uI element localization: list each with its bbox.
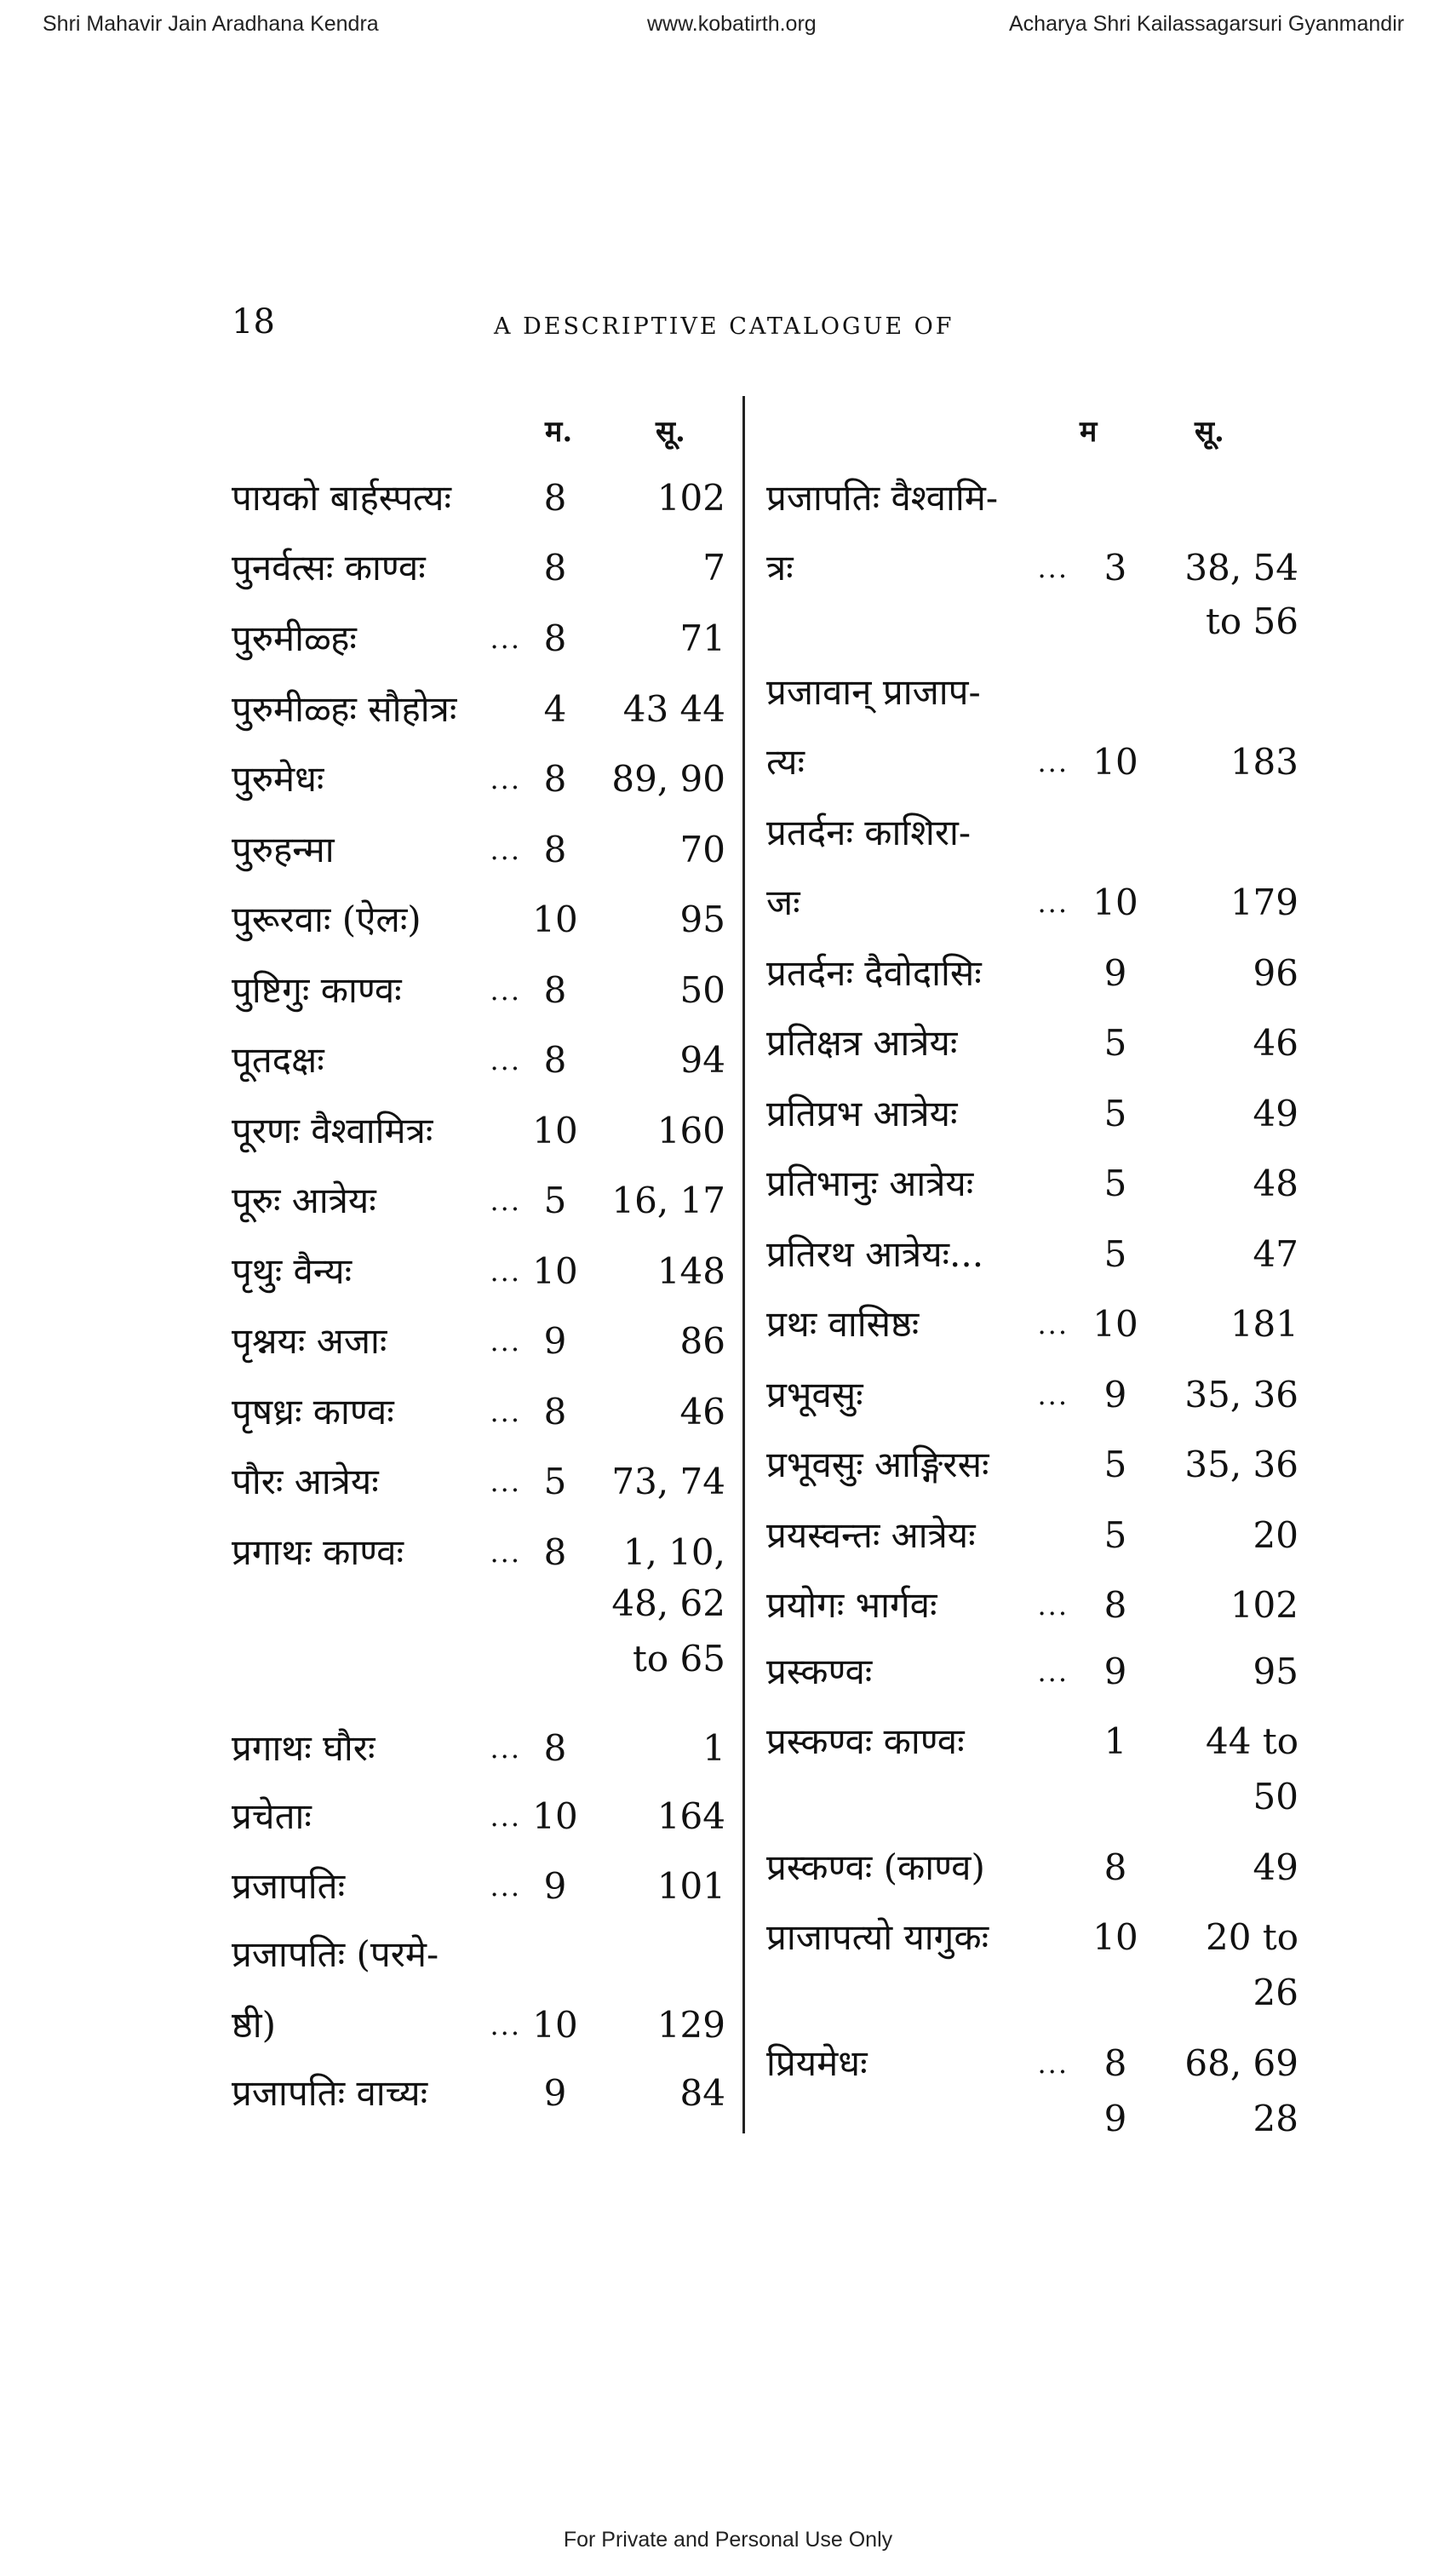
entry-mandala: 10 — [532, 1250, 578, 1292]
entry-dots: ... — [490, 1466, 521, 1498]
entry-name: पृश्नयः अजाः — [232, 1320, 387, 1362]
entry-dots: ... — [490, 1396, 521, 1428]
entry-mandala: 9 — [543, 1320, 567, 1362]
left-entry-row — [232, 824, 725, 876]
left-entry-row — [232, 1246, 725, 1297]
entry-name: जः — [766, 881, 800, 923]
right-entry-row — [766, 1842, 1303, 1893]
entry-name: त्रः — [766, 547, 794, 589]
entry-mandala: 5 — [1103, 1444, 1127, 1485]
entry-mandala: 8 — [543, 758, 567, 800]
entry-mandala: 1 — [1103, 1720, 1127, 1762]
page-title: A DESCRIPTIVE CATALOGUE OF — [494, 313, 954, 340]
entry-sukta: 73, 74 — [611, 1461, 725, 1502]
entry-name: पुरुमेधः — [232, 758, 324, 800]
entry-name: पुनर्वत्सः काण्वः — [232, 547, 426, 589]
right-entry-row — [766, 2038, 1303, 2089]
entry-name: पूरुः आत्रेयः — [232, 1180, 376, 1221]
entry-mandala: 8 — [1103, 1584, 1127, 1626]
right-entry-row — [766, 1439, 1303, 1490]
entry-sukta: 7 — [702, 547, 725, 589]
entry-sukta: 179 — [1230, 881, 1298, 923]
entry-name: प्रजावान् प्राजाप- — [766, 671, 981, 713]
entry-mandala: 9 — [1103, 1651, 1127, 1692]
entry-sukta: 50 — [679, 969, 725, 1011]
entry-mandala: 8 — [543, 477, 567, 519]
entry-name: पुरुमीळ्हः — [232, 617, 357, 659]
entry-name: पृथुः वैन्यः — [232, 1250, 353, 1292]
left-entry-row — [232, 1578, 725, 1629]
entry-sukta: 38, 54 — [1184, 547, 1298, 589]
left-entry-row — [232, 543, 725, 594]
right-entry-row — [766, 1912, 1303, 1963]
page-number: 18 — [232, 302, 275, 342]
left-entry-row — [232, 1861, 725, 1912]
entry-mandala: 10 — [532, 1795, 578, 1837]
right-entry-row — [766, 1158, 1303, 1209]
entry-dots: ... — [1037, 1308, 1069, 1341]
left-entry-row — [232, 473, 725, 524]
entry-sukta: 68, 69 — [1184, 2042, 1298, 2084]
entry-dots: ... — [490, 1185, 521, 1217]
entry-sukta: 46 — [1253, 1022, 1298, 1064]
right-entry-row — [766, 877, 1303, 928]
entry-sukta: 96 — [1253, 952, 1298, 994]
entry-sukta: 94 — [679, 1039, 725, 1081]
entry-sukta: 86 — [679, 1320, 725, 1362]
left-head-sukta: सू. — [656, 415, 685, 449]
left-entry-row — [232, 1105, 725, 1157]
entry-mandala: 8 — [543, 1039, 567, 1081]
entry-dots: ... — [490, 1325, 521, 1358]
entry-dots: ... — [490, 763, 521, 795]
entry-sukta: 95 — [679, 899, 725, 940]
right-entry-row — [766, 1580, 1303, 1631]
entry-sukta: 89, 90 — [611, 758, 725, 800]
entry-dots: ... — [490, 1255, 521, 1288]
entry-dots: ... — [1037, 2047, 1069, 2080]
entry-mandala: 9 — [543, 1865, 567, 1907]
entry-dots: ... — [1037, 1379, 1069, 1411]
left-entry-row — [232, 1633, 725, 1685]
left-head-mandala: म. — [545, 415, 573, 449]
entry-mandala: 8 — [543, 969, 567, 1011]
entry-mandala: 8 — [543, 1727, 567, 1769]
entry-sukta: 35, 36 — [1184, 1444, 1298, 1485]
left-entry-row — [232, 1387, 725, 1438]
entry-dots: ... — [490, 974, 521, 1007]
entry-name: प्रजापतिः वाच्यः — [232, 2072, 428, 2114]
entry-mandala: 5 — [1103, 1163, 1127, 1204]
header-left: Shri Mahavir Jain Aradhana Kendra — [43, 12, 379, 36]
entry-name: प्रभूवसुः — [766, 1374, 863, 1415]
entry-name: प्रयस्वन्तः आत्रेयः — [766, 1514, 976, 1556]
entry-mandala: 9 — [1103, 2098, 1127, 2139]
entry-mandala: 10 — [532, 2004, 578, 2046]
entry-name: पायको बार्हस्पत्यः — [232, 477, 451, 519]
entry-mandala: 3 — [1103, 547, 1127, 589]
left-entry-row — [232, 2000, 725, 2051]
right-entry-row — [766, 1299, 1303, 1350]
entry-name: त्यः — [766, 741, 805, 783]
entry-mandala: 8 — [543, 1531, 567, 1573]
right-entry-row — [766, 1771, 1303, 1823]
entry-sukta: 164 — [656, 1795, 725, 1837]
entry-mandala: 5 — [1103, 1022, 1127, 1064]
entry-sukta: 160 — [656, 1110, 725, 1151]
right-entry-row — [766, 543, 1303, 594]
entry-name: पुष्टिगुः काण्वः — [232, 969, 402, 1011]
entry-name: प्रतिभानुः आत्रेयः — [766, 1163, 974, 1204]
entry-dots: ... — [1037, 746, 1069, 778]
entry-name: पूतदक्षः — [232, 1039, 324, 1081]
entry-sukta: 16, 17 — [611, 1180, 725, 1221]
entry-name: ष्ठी) — [232, 2004, 277, 2046]
entry-mandala: 5 — [1103, 1514, 1127, 1556]
header-right: Acharya Shri Kailassagarsuri Gyanmandir — [1009, 12, 1405, 36]
entry-sukta: 35, 36 — [1184, 1374, 1298, 1415]
entry-mandala: 8 — [1103, 2042, 1127, 2084]
entry-dots: ... — [490, 1732, 521, 1765]
entry-mandala: 9 — [543, 2072, 567, 2114]
right-entry-row — [766, 1018, 1303, 1069]
entry-mandala: 9 — [1103, 952, 1127, 994]
entry-sukta: 101 — [656, 1865, 725, 1907]
entry-sukta: 70 — [679, 829, 725, 870]
entry-sukta: 183 — [1230, 741, 1298, 783]
entry-sukta: 148 — [656, 1250, 725, 1292]
entry-mandala: 8 — [543, 617, 567, 659]
entry-dots: ... — [490, 2009, 521, 2041]
right-entry-row — [766, 1646, 1303, 1697]
entry-sukta: 48, 62 — [611, 1582, 725, 1624]
entry-sukta: 1 — [702, 1727, 725, 1769]
column-divider — [742, 396, 745, 2133]
left-entry-row — [232, 754, 725, 805]
entry-name: प्रतिप्रभ आत्रेयः — [766, 1093, 958, 1134]
right-entry-row — [766, 2093, 1303, 2144]
entry-mandala: 10 — [1092, 1916, 1138, 1958]
entry-name: प्रजापतिः — [232, 1865, 346, 1907]
left-entry-row — [232, 1316, 725, 1367]
right-entry-row — [766, 948, 1303, 999]
entry-name: पूरणः वैश्वामित्रः — [232, 1110, 433, 1151]
left-entry-row — [232, 684, 725, 735]
left-entry-row — [232, 894, 725, 945]
entry-name: प्रस्कण्वः (काण्व) — [766, 1846, 985, 1888]
entry-name: प्रतर्दनः दैवोदासिः — [766, 952, 982, 994]
entry-sukta: 20 — [1253, 1514, 1298, 1556]
entry-mandala: 5 — [543, 1180, 567, 1221]
entry-mandala: 8 — [543, 1391, 567, 1433]
right-entry-row — [766, 737, 1303, 788]
entry-name: पुरुमीळ्हः सौहोत्रः — [232, 688, 457, 730]
entry-dots: ... — [1037, 1656, 1069, 1688]
entry-dots: ... — [490, 1870, 521, 1903]
entry-mandala: 8 — [543, 547, 567, 589]
entry-dots: ... — [1037, 887, 1069, 919]
entry-dots: ... — [490, 834, 521, 866]
entry-dots: ... — [1037, 552, 1069, 584]
right-entry-row — [766, 1369, 1303, 1421]
entry-dots: ... — [490, 623, 521, 655]
right-entry-row — [766, 596, 1303, 647]
entry-name: पुरुहन्मा — [232, 829, 335, 870]
entry-name: प्रगाथः काण्वः — [232, 1531, 404, 1573]
right-entry-row — [766, 1716, 1303, 1767]
entry-sukta: 129 — [656, 2004, 725, 2046]
entry-sukta: 44 to — [1206, 1720, 1298, 1762]
right-head-sukta: सू. — [1195, 415, 1224, 449]
left-entry-row — [232, 965, 725, 1016]
entry-name: पृषध्रः काण्वः — [232, 1391, 394, 1433]
entry-mandala: 10 — [532, 1110, 578, 1151]
entry-name: प्रयोगः भार्गवः — [766, 1584, 937, 1626]
entry-dots: ... — [490, 1800, 521, 1833]
entry-sukta: 49 — [1253, 1846, 1298, 1888]
right-entry-row — [766, 1967, 1303, 2018]
entry-sukta: 84 — [679, 2072, 725, 2114]
entry-mandala: 4 — [543, 688, 567, 730]
entry-name: प्रथः वासिष्ठः — [766, 1303, 920, 1345]
entry-mandala: 10 — [1092, 881, 1138, 923]
left-entry-row — [232, 2068, 725, 2119]
entry-name: प्रतिरथ आत्रेयः... — [766, 1233, 984, 1275]
right-entry-row — [766, 473, 1303, 524]
entry-mandala: 5 — [1103, 1233, 1127, 1275]
entry-mandala: 9 — [1103, 1374, 1127, 1415]
entry-mandala: 10 — [1092, 1303, 1138, 1345]
entry-name: प्रस्कण्वः — [766, 1651, 873, 1692]
entry-sukta: 26 — [1253, 1972, 1298, 2013]
left-entry-row — [232, 1175, 725, 1226]
entry-sukta: 71 — [679, 617, 725, 659]
right-entry-row — [766, 1229, 1303, 1280]
entry-sukta: to 65 — [633, 1638, 725, 1679]
left-entry-row — [232, 1791, 725, 1842]
entry-sukta: 102 — [656, 477, 725, 519]
entry-mandala: 8 — [1103, 1846, 1127, 1888]
entry-dots: ... — [490, 1536, 521, 1569]
entry-sukta: 47 — [1253, 1233, 1298, 1275]
footer: For Private and Personal Use Only — [563, 2528, 893, 2552]
left-entry-row — [232, 1527, 725, 1578]
header-center: www.kobatirth.org — [647, 12, 817, 36]
right-entry-row — [766, 1088, 1303, 1140]
entry-name: प्रभूवसुः आङ्गिरसः — [766, 1444, 989, 1485]
entry-sukta: 102 — [1230, 1584, 1298, 1626]
entry-name: प्रजापतिः (परमे- — [232, 1933, 439, 1975]
entry-dots: ... — [1037, 1589, 1069, 1622]
right-head-mandala: म — [1080, 415, 1098, 449]
entry-sukta: 49 — [1253, 1093, 1298, 1134]
entry-name: प्रगाथः घौरः — [232, 1727, 375, 1769]
entry-sukta: to 56 — [1206, 600, 1298, 642]
entry-name: प्रतिक्षत्र आत्रेयः — [766, 1022, 958, 1064]
left-entry-row — [232, 1723, 725, 1774]
right-entry-row — [766, 807, 1303, 858]
entry-sukta: 181 — [1230, 1303, 1298, 1345]
left-entry-row — [232, 1035, 725, 1086]
entry-name: प्रचेताः — [232, 1795, 312, 1837]
right-entry-row — [766, 1510, 1303, 1561]
entry-sukta: 50 — [1253, 1776, 1298, 1817]
entry-mandala: 10 — [532, 899, 578, 940]
entry-dots: ... — [490, 1044, 521, 1077]
entry-name: प्रस्कण्वः काण्वः — [766, 1720, 965, 1762]
entry-name: प्रजापतिः वैश्वामि- — [766, 477, 999, 519]
right-entry-row — [766, 667, 1303, 718]
entry-sukta: 95 — [1253, 1651, 1298, 1692]
entry-name: पौरः आत्रेयः — [232, 1461, 379, 1502]
entry-name: प्राजापत्यो यागुकः — [766, 1916, 989, 1958]
entry-sukta: 20 to — [1206, 1916, 1298, 1958]
entry-name: प्रियमेधः — [766, 2042, 868, 2084]
entry-sukta: 48 — [1253, 1163, 1298, 1204]
entry-mandala: 5 — [543, 1461, 567, 1502]
entry-sukta: 43 44 — [622, 688, 725, 730]
left-entry-row — [232, 1929, 725, 1980]
entry-mandala: 5 — [1103, 1093, 1127, 1134]
entry-name: प्रतर्दनः काशिरा- — [766, 812, 972, 853]
left-entry-row — [232, 1456, 725, 1507]
left-entry-row — [232, 613, 725, 664]
entry-sukta: 1, 10, — [622, 1531, 725, 1573]
entry-name: पुरूरवाः (ऐलः) — [232, 899, 421, 940]
entry-sukta: 46 — [679, 1391, 725, 1433]
entry-mandala: 10 — [1092, 741, 1138, 783]
entry-sukta: 28 — [1253, 2098, 1298, 2139]
entry-mandala: 8 — [543, 829, 567, 870]
